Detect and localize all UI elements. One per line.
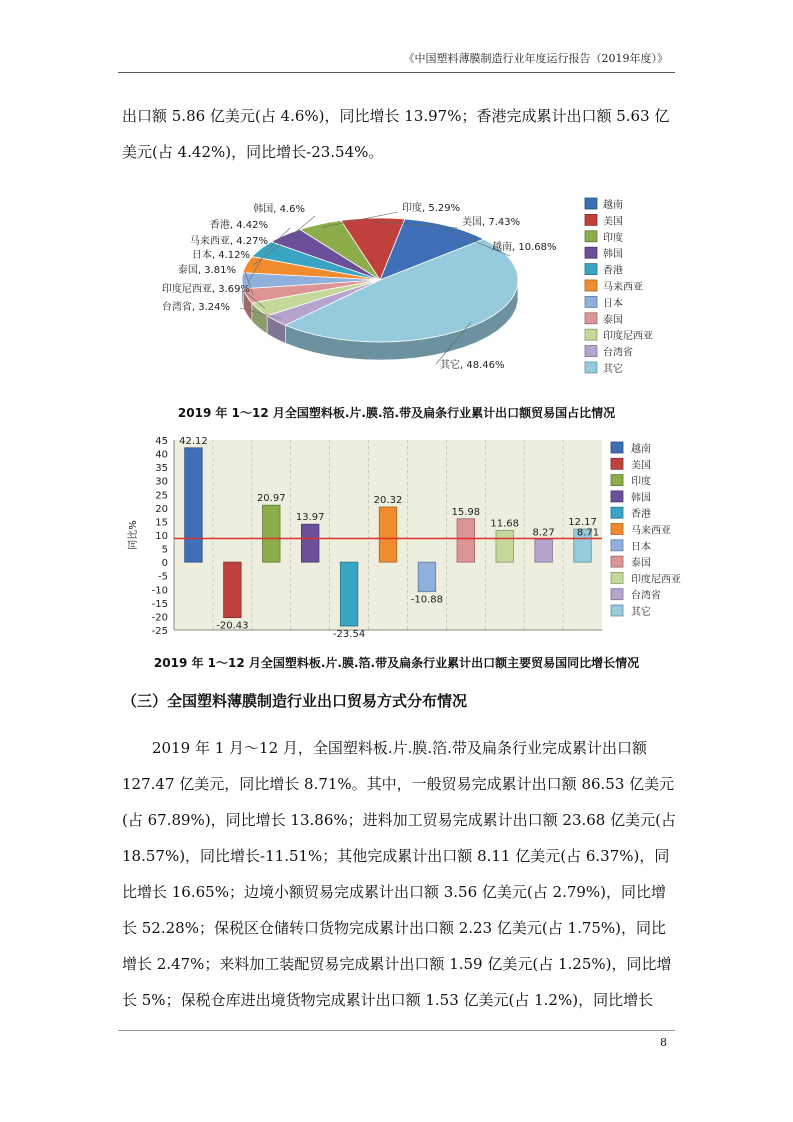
- pie-slice-label: 美国, 7.43%: [462, 217, 521, 228]
- footer-rule: [118, 1030, 675, 1031]
- legend-swatch: [585, 346, 597, 357]
- legend-label: 日本: [603, 298, 623, 310]
- pie-slice-label: 印度尼西亚, 3.69%: [161, 284, 250, 295]
- y-tick-label: -10: [151, 585, 168, 597]
- bar-value-label: -23.54: [332, 629, 366, 641]
- bar-value-label: -20.43: [216, 620, 249, 632]
- y-tick-label: 0: [161, 558, 168, 570]
- bar: [535, 540, 553, 562]
- text-line: 出口额 5.86 亿美元(占 4.6%)，同比增长 13.97%；香港完成累计出口额 5.63 亿: [122, 107, 670, 125]
- bar-value-label: 42.12: [179, 435, 208, 447]
- legend-swatch: [611, 475, 623, 486]
- text-line: 127.47 亿美元，同比增长 8.71%。其中，一般贸易完成累计出口额 86.53 亿美元: [122, 775, 675, 793]
- legend-swatch: [585, 264, 597, 275]
- pie-chart: [140, 188, 670, 380]
- legend-label: 韩国: [603, 249, 623, 261]
- text-line: 2019 年 1 月～12 月，全国塑料板.片.膜.箔.带及扁条行业完成累计出口额: [152, 739, 647, 757]
- bar-chart-caption: 2019 年 1～12 月全国塑料板.片.膜.箔.带及扁条行业累计出口额主要贸易国同比增长情况: [153, 656, 640, 670]
- legend-swatch: [611, 491, 623, 502]
- legend-swatch: [585, 280, 597, 291]
- bar-value-label: 8.27: [532, 527, 555, 539]
- legend-label: 美国: [603, 216, 623, 228]
- bar: [379, 507, 397, 562]
- y-tick-label: 25: [155, 490, 168, 502]
- y-axis-label: 同比%: [128, 520, 139, 550]
- legend-label: 美国: [631, 460, 651, 472]
- pie-slice-label: 泰国, 3.81%: [177, 265, 236, 276]
- bar: [457, 519, 475, 562]
- pie-slice-label: 印度, 5.29%: [402, 203, 461, 214]
- pie-slice-label: 台湾省, 3.24%: [161, 302, 230, 313]
- text-line: 长 52.28%；保税区仓储转口货物完成累计出口额 2.23 亿美元(占 1.75%)，同比: [122, 919, 667, 937]
- pie-chart-caption: 2019 年 1～12 月全国塑料板.片.膜.箔.带及扁条行业累计出口额贸易国占比情况: [177, 406, 616, 420]
- pie-slice-label: 香港, 4.42%: [209, 220, 268, 231]
- y-tick-label: 35: [155, 463, 168, 475]
- legend-label: 马来西亚: [631, 525, 671, 537]
- legend-label: 泰国: [631, 558, 651, 570]
- y-tick-label: 5: [161, 544, 168, 556]
- bar: [263, 505, 281, 562]
- legend-label: 香港: [603, 265, 623, 277]
- legend-label: 日本: [631, 541, 651, 553]
- legend-swatch: [611, 442, 623, 453]
- legend-swatch: [585, 329, 597, 340]
- legend-swatch: [611, 540, 623, 551]
- legend-swatch: [585, 231, 597, 242]
- legend-swatch: [585, 214, 597, 225]
- bar-value-label: 20.32: [373, 494, 403, 506]
- reference-line-label: 8.71: [576, 527, 600, 539]
- legend-label: 马来西亚: [603, 282, 643, 293]
- pie-slice-label: 韩国, 4.6%: [253, 204, 305, 215]
- legend-swatch: [611, 458, 623, 469]
- pie-group: [162, 201, 557, 371]
- y-tick-label: 10: [155, 531, 168, 542]
- y-tick-label: -25: [151, 626, 168, 637]
- legend-label: 泰国: [603, 314, 623, 326]
- text-line: 比增长 16.65%；边境小额贸易完成累计出口额 3.56 亿美元(占 2.79%)，同比增: [122, 883, 667, 901]
- bar-chart: [118, 430, 693, 645]
- text-line: 增长 2.47%；来料加工装配贸易完成累计出口额 1.59 亿美元(占 1.25%)，同比增: [122, 955, 672, 973]
- page-header-title: 《中国塑料薄膜制造行业年度运行报告（2019年度）》: [403, 52, 668, 65]
- legend-swatch: [585, 313, 597, 324]
- y-tick-label: 40: [155, 449, 168, 461]
- text-line: 18.57%)，同比增长-11.51%；其他完成累计出口额 8.11 亿美元(占 6.37%)，同: [122, 847, 670, 865]
- legend-label: 印度: [631, 476, 651, 488]
- legend-swatch: [611, 605, 623, 616]
- page-number: 8: [660, 1036, 667, 1049]
- intro-paragraph: [122, 98, 678, 170]
- legend-label: 其它: [631, 607, 651, 618]
- legend-label: 香港: [631, 509, 651, 521]
- bar-value-label: 15.98: [451, 506, 481, 518]
- y-tick-label: 15: [155, 517, 168, 529]
- legend-swatch: [585, 247, 597, 258]
- text-line: (占 67.89%)，同比增长 13.86%；进料加工贸易完成累计出口额 23.68 亿美元(占: [122, 811, 676, 829]
- legend-swatch: [611, 556, 623, 567]
- pie-slice-label: 马来西亚, 4.27%: [189, 236, 268, 247]
- legend-swatch: [611, 507, 623, 518]
- legend-label: 其它: [603, 364, 623, 375]
- bar-value-label: 20.97: [256, 493, 286, 505]
- legend-label: 韩国: [631, 492, 651, 504]
- legend-label: 印度: [603, 232, 623, 244]
- bar-value-label: -10.88: [410, 594, 444, 606]
- legend-label: 越南: [631, 444, 651, 455]
- legend-swatch: [611, 589, 623, 600]
- legend-swatch: [585, 296, 597, 307]
- y-tick-label: -15: [151, 598, 168, 610]
- header-rule: [118, 72, 675, 73]
- pie-slice-label: 越南, 10.68%: [492, 242, 557, 253]
- bar: [496, 530, 514, 562]
- section-heading: （三）全国塑料薄膜制造行业出口贸易方式分布情况: [122, 692, 468, 710]
- bar: [301, 524, 319, 562]
- bar-value-label: 13.97: [295, 512, 325, 524]
- legend-label: 越南: [603, 200, 623, 211]
- bar: [185, 448, 203, 562]
- body-paragraph: [122, 730, 678, 1018]
- bar-value-label: 12.17: [568, 517, 597, 529]
- y-tick-label: 30: [155, 476, 168, 488]
- legend-swatch: [611, 572, 623, 583]
- legend-swatch: [611, 524, 623, 535]
- legend-label: 台湾省: [603, 347, 633, 359]
- bar-value-label: 11.68: [490, 518, 520, 530]
- bar: [340, 562, 358, 626]
- legend-label: 台湾省: [631, 590, 661, 602]
- pie-slice-label: 其它, 48.46%: [440, 360, 505, 371]
- legend-label: 印度尼西亚: [631, 574, 681, 586]
- legend-label: 印度尼西亚: [603, 331, 653, 343]
- text-line: 长 5%；保税仓库进出境货物完成累计出口额 1.53 亿美元(占 1.2%)，同比增长: [122, 991, 654, 1009]
- y-tick-label: -20: [151, 612, 168, 624]
- bar: [418, 562, 436, 592]
- y-tick-label: 45: [155, 436, 168, 447]
- y-tick-label: 20: [155, 503, 168, 515]
- bar: [224, 562, 242, 617]
- text-line: 美元(占 4.42%)，同比增长-23.54%。: [122, 143, 384, 161]
- legend-swatch: [585, 362, 597, 373]
- y-tick-label: -5: [158, 571, 168, 583]
- pie-slice-label: 日本, 4.12%: [191, 250, 250, 261]
- legend-swatch: [585, 198, 597, 209]
